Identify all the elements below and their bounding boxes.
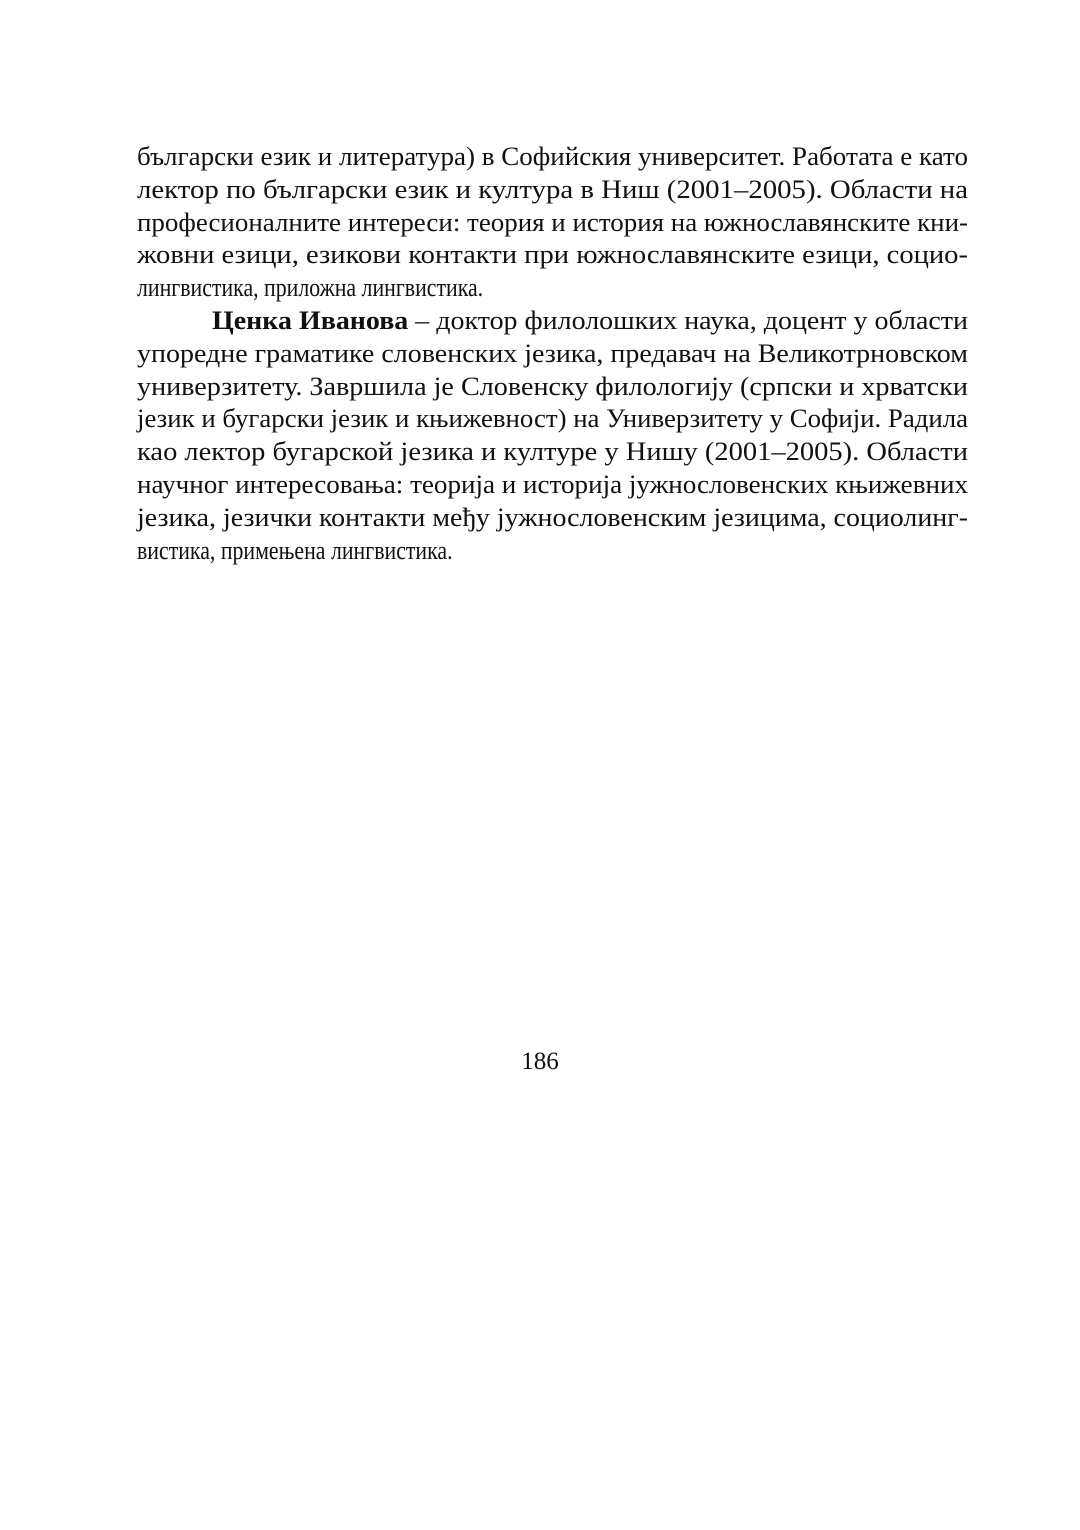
text-line: као лектор бугарской језика и културе у Нишу (2001–2005). Области <box>137 437 968 467</box>
text-line: вистика, примењена лингвистика. <box>137 535 453 565</box>
text-line: лектор по български език и култура в Ниш (2001–2005). Области на <box>137 174 969 204</box>
text-line: језик и бугарски језик и књижевност) на Универзитету у Софији. Радила <box>137 404 969 434</box>
text-line: научног интересовања: теорија и историја јужнословенских књижевних <box>137 469 968 499</box>
text-line: лингвистика, приложна лингвистика. <box>137 273 484 303</box>
body-text <box>137 141 968 567</box>
text-line: български език и литература) в Софийския университет. Работата е като <box>137 142 968 171</box>
text-line: Ценка Иванова – доктор филолошких наука, доцент у области <box>212 305 968 335</box>
text-line: упоредне граматике словенских језика, предавач на Великотрновском <box>137 338 969 368</box>
text-line: језика, језички контакти међу јужнословенским језицима, социолинг- <box>137 502 968 532</box>
text-line: универзитету. Завршила је Словенску филологију (српски и хрватски <box>137 371 968 401</box>
page-number: 186 <box>521 1048 559 1075</box>
author-name: Ценка Иванова <box>212 305 409 335</box>
text-line: жовни езици, езикови контакти при южнославянските езици, социо- <box>137 240 968 270</box>
text-line: професионалните интереси: теория и история на южнославянските кни- <box>137 207 968 237</box>
